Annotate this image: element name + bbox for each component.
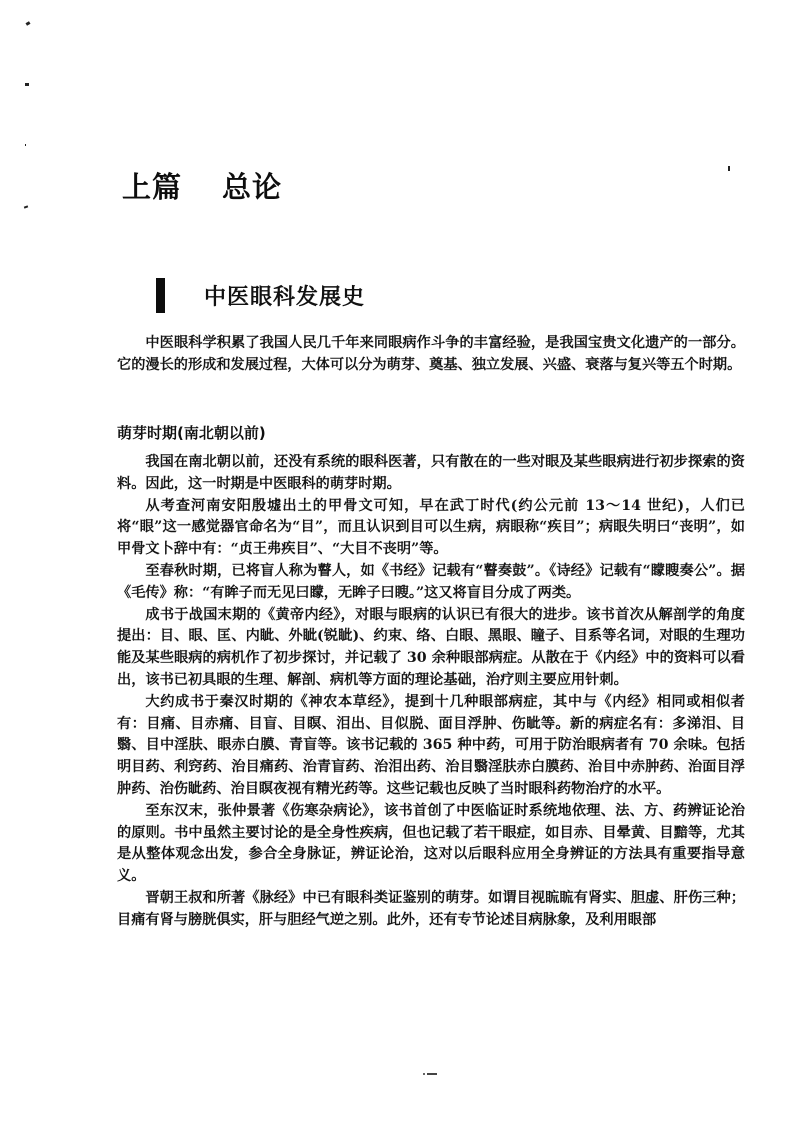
- body-paragraph: 晋朝王叔和所著《脉经》中已有眼科类证鉴别的萌芽。如谓目视䀮䀮有肾实、胆虚、肝伤三种；目痛有肾与膀胱俱实，肝与胆经气逆之别。此外，还有专节论述目病脉象，及利用眼部: [117, 889, 745, 928]
- body-paragraph: 我国在南北朝以前，还没有系统的眼科医著，只有散在的一些对眼及某些眼病进行初步探索的资料。因此，这一时期是中医眼科的萌芽时期。: [117, 454, 745, 492]
- body-paragraph: 大约成书于秦汉时期的《神农本草经》，提到十几种眼部病症，其中与《内经》相同或相似者有：目痛、目赤痛、目盲、目瞑、泪出、目似脱、面目浮肿、伤眦等。新的病症名有：多涕泪、目翳、目中淫肤、眼赤白膜、青盲等。该书记载的 365 种中药，可用于防治眼病者有 70 余味。包括明目药、利窍药、治目痛药、治青盲药、治泪出药、治目翳淫肤赤白膜药、治目中赤肿药、治面目浮肿药、治伤眦药、治目瞑夜视有精光药等。这些记载也反映了当时眼科药物治疗的水平。: [117, 693, 745, 797]
- section-heading: 萌芽时期(南北朝以前): [117, 424, 266, 442]
- body-paragraph: 至东汉末，张仲景著《伤寒杂病论》，该书首创了中医临证时系统地依理、法、方、药辨证论治的原则。书中虽然主要讨论的是全身性疾病，但也记载了若干眼症，如目赤、目晕黄、目黯等，尤其是从整体观念出发，参合全身脉证，辨证论治，这对以后眼科应用全身辨证的方法具有重要指导意义。: [117, 802, 745, 885]
- scan-artifact: [25, 83, 29, 86]
- part-name: 总论: [222, 170, 283, 204]
- chapter-title: 中医眼科发展史: [204, 285, 366, 310]
- scan-artifact: [24, 205, 28, 208]
- body-paragraph: 至春秋时期，已将盲人称为瞽人，如《书经》记载有“瞽奏鼓”。《诗经》记载有“矇瞍奏公”。据《毛传》称：“有眸子而无见曰矇，无眸子曰瞍。”这又将盲目分成了两类。: [117, 562, 745, 601]
- scan-artifact: [25, 144, 26, 146]
- intro-paragraph: 中医眼科学积累了我国人民几千年来同眼病作斗争的丰富经验，是我国宝贵文化遗产的一部分。它的漫长的形成和发展过程，大体可以分为萌芽、奠基、独立发展、兴盛、衰落与复兴等五个时期。: [117, 335, 745, 373]
- scan-artifact: [26, 21, 31, 26]
- intro-text: [117, 333, 745, 377]
- scan-artifact: [728, 166, 730, 171]
- body-paragraph: 从考查河南安阳殷墟出土的甲骨文可知，早在武丁时代(约公元前 13～14 世纪)，人们已将“眼”这一感觉器官命名为“目”，而且认识到目可以生病，病眼称“疾目”；病眼失明曰“丧明”，如甲骨文卜辞中有：“贞王弗疾目”、“大目不丧明”等。: [117, 497, 745, 558]
- page-footer-mark: [427, 1073, 437, 1075]
- section-body: [117, 452, 745, 932]
- part-label: 上篇: [122, 170, 183, 204]
- body-paragraph: 成书于战国末期的《黄帝内经》，对眼与眼病的认识已有很大的进步。该书首次从解剖学的角度提出：目、眼、匡、内眦、外眦(锐眦)、约束、络、白眼、黑眼、瞳子、目系等名词，对眼的生理功能及某些眼病的病机作了初步探讨，并记载了 30 余种眼部病症。从散在于《内经》中的资料可以看出，该书已初具眼的生理、解剖、病机等方面的理论基础，治疗则主要应用针刺。: [117, 606, 745, 688]
- part-title: [122, 165, 282, 206]
- scan-artifact: [423, 1073, 425, 1075]
- chapter-number-roman-one: [156, 278, 165, 313]
- chapter-heading: [156, 278, 365, 313]
